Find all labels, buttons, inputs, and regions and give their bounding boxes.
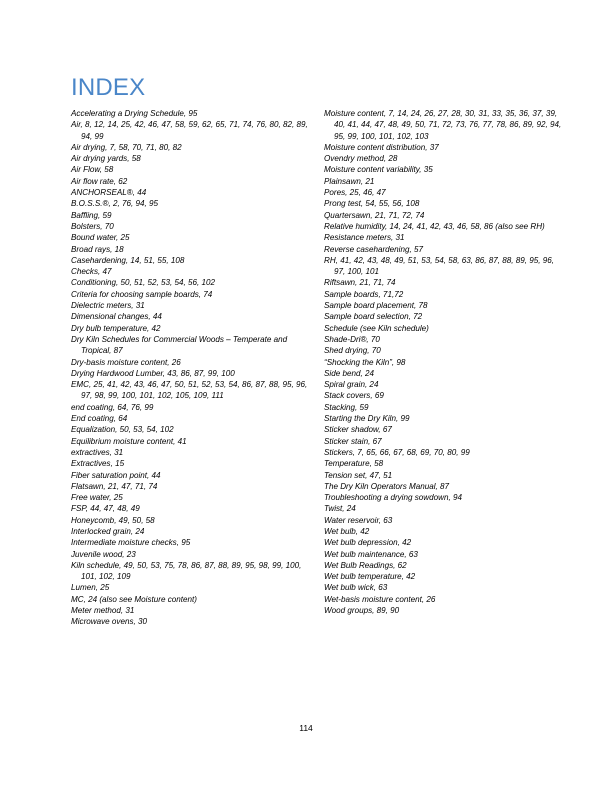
index-entry: Tension set, 47, 51 (324, 470, 393, 480)
index-entry: Dielectric meters, 31 (71, 301, 145, 311)
index-entry: Plainsawn, 21 (324, 176, 375, 186)
index-entry: Lumen, 25 (71, 583, 110, 593)
index-entry: Wet-basis moisture content, 26 (324, 594, 436, 604)
index-entry: Wet Bulb Readings, 62 (324, 560, 407, 570)
index-entry: Meter method, 31 (71, 606, 135, 616)
index-entry: Schedule (see Kiln schedule) (324, 323, 429, 333)
index-entry: Prong test, 54, 55, 56, 108 (324, 199, 420, 209)
index-entry: Dry-basis moisture content, 26 (71, 357, 181, 367)
index-entry: Wet bulb wick, 63 (324, 583, 388, 593)
index-entry: Starting the Dry Kiln, 99 (324, 414, 410, 424)
index-entry: Wet bulb temperature, 42 (324, 572, 416, 582)
index-entry: Riftsawn, 21, 71, 74 (324, 278, 396, 288)
index-entry: Intermediate moisture checks, 95 (71, 538, 191, 548)
index-entry: Wet bulb, 42 (324, 526, 370, 536)
index-column-left (71, 108, 311, 628)
index-entry: Broad rays, 18 (71, 244, 124, 254)
index-entry: Drying Hardwood Lumber, 43, 86, 87, 99, 100 (71, 368, 235, 378)
index-entry: B.O.S.S.®, 2, 76, 94, 95 (71, 199, 158, 209)
index-entry: “Shocking the Kiln”, 98 (324, 357, 406, 367)
index-entry: Accelerating a Drying Schedule, 95 (71, 109, 198, 118)
index-entry: ANCHORSEAL®, 44 (71, 188, 147, 198)
index-entry: Air flow rate, 62 (71, 176, 128, 186)
index-entry: Stack covers, 69 (324, 391, 384, 401)
index-entry: RH, 41, 42, 43, 48, 49, 51, 53, 54, 58, 63, 86, 87, 88, 89, 95, 96, 97, 100, 101 (324, 255, 554, 277)
index-entry: Sample board selection, 72 (324, 312, 423, 322)
index-entry: Air, 8, 12, 14, 25, 42, 46, 47, 58, 59, 62, 65, 71, 74, 76, 80, 82, 89, 94, 99 (71, 120, 308, 141)
index-entry: Bolsters, 70 (71, 221, 114, 231)
index-entry: Shade-Dri®, 70 (324, 334, 380, 344)
index-entry: Pores, 25, 46, 47 (324, 188, 386, 198)
index-entry: Equalization, 50, 53, 54, 102 (71, 425, 174, 435)
index-entry: Juvenile wood, 23 (71, 549, 136, 559)
index-entry: end coating, 64, 76, 99 (71, 402, 154, 412)
index-entry: Sticker shadow, 67 (324, 425, 392, 435)
index-entry: Sticker stain, 67 (324, 436, 382, 446)
index-entry: Checks, 47 (71, 267, 112, 277)
index-entry: Criteria for choosing sample boards, 74 (71, 289, 213, 299)
index-entry: Water reservoir, 63 (324, 515, 393, 525)
index-entry: Extractives, 15 (71, 459, 125, 469)
index-entry: Quartersawn, 21, 71, 72, 74 (324, 210, 425, 220)
index-entry: Spiral grain, 24 (324, 380, 379, 390)
index-entry: Baffling, 59 (71, 210, 112, 220)
index-entry: Wood groups, 89, 90 (324, 606, 400, 616)
index-entry: Interlocked grain, 24 (71, 526, 145, 536)
index-entry: Shed drying, 70 (324, 346, 381, 356)
index-entry: Flatsawn, 21, 47, 71, 74 (71, 481, 158, 491)
index-entry: Fiber saturation point, 44 (71, 470, 161, 480)
index-entry: Dimensional changes, 44 (71, 312, 162, 322)
index-entry: Temperature, 58 (324, 459, 384, 469)
index-entry: EMC, 25, 41, 42, 43, 46, 47, 50, 51, 52, 53, 54, 86, 87, 88, 95, 96, 97, 98, 99, 100, 101, 102, 105, 109, 111 (71, 380, 308, 401)
index-entry: Air Flow, 58 (71, 165, 114, 175)
index-column-right (324, 108, 564, 616)
index-entry: Air drying, 7, 58, 70, 71, 80, 82 (71, 142, 182, 152)
page-title: INDEX (71, 74, 146, 101)
index-entry: Stacking, 59 (324, 402, 369, 412)
index-entry: Free water, 25 (71, 493, 123, 503)
index-entry: End coating, 64 (71, 414, 128, 424)
index-entry: Troubleshooting a drying sowdown, 94 (324, 493, 462, 503)
index-entry: Equilibrium moisture content, 41 (71, 436, 187, 446)
index-entry: Air drying yards, 58 (71, 154, 141, 164)
index-entry: Moisture content, 7, 14, 24, 26, 27, 28, 30, 31, 33, 35, 36, 37, 39, 40, 41, 44, 47, 48, 49, 50, 71, 72, 73, 76, 77, 78, 86, 89, 92, 94, 95, 99, 100, 101, 102, 103 (324, 109, 562, 141)
index-entry: Twist, 24 (324, 504, 356, 514)
index-entry: Wet bulb depression, 42 (324, 538, 412, 548)
page-number: 114 (299, 723, 313, 733)
index-entry: Reverse casehardening, 57 (324, 244, 423, 254)
index-entry: Moisture content distribution, 37 (324, 142, 439, 152)
index-entry: Sample boards, 71,72 (324, 289, 404, 299)
index-entry: Conditioning, 50, 51, 52, 53, 54, 56, 102 (71, 278, 215, 288)
index-entry: Relative humidity, 14, 24, 41, 42, 43, 46, 58, 86 (also see RH) (324, 221, 545, 231)
index-entry: Moisture content variability, 35 (324, 165, 433, 175)
index-entry: Wet bulb maintenance, 63 (324, 549, 418, 559)
index-entry: Dry bulb temperature, 42 (71, 323, 161, 333)
index-entry: Microwave ovens, 30 (71, 617, 148, 627)
index-entry: FSP, 44, 47, 48, 49 (71, 504, 140, 514)
index-entry: MC, 24 (also see Moisture content) (71, 594, 197, 604)
index-entry: extractives, 31 (71, 447, 124, 457)
index-entry: Casehardening, 14, 51, 55, 108 (71, 255, 185, 265)
index-entry: Sample board placement, 78 (324, 301, 428, 311)
index-entry: Bound water, 25 (71, 233, 130, 243)
index-entry: Kiln schedule, 49, 50, 53, 75, 78, 86, 87, 88, 89, 95, 98, 99, 100, 101, 102, 109 (71, 560, 302, 582)
index-entry: Stickers, 7, 65, 66, 67, 68, 69, 70, 80, 99 (324, 447, 470, 457)
index-entry: Ovendry method, 28 (324, 154, 398, 164)
index-entry: Honeycomb, 49, 50, 58 (71, 515, 155, 525)
index-entry: Resistance meters, 31 (324, 233, 405, 243)
index-entry: Dry Kiln Schedules for Commercial Woods – Temperate and Tropical, 87 (71, 334, 288, 356)
index-entry: The Dry Kiln Operators Manual, 87 (324, 481, 450, 491)
index-entry: Side bend, 24 (324, 368, 374, 378)
